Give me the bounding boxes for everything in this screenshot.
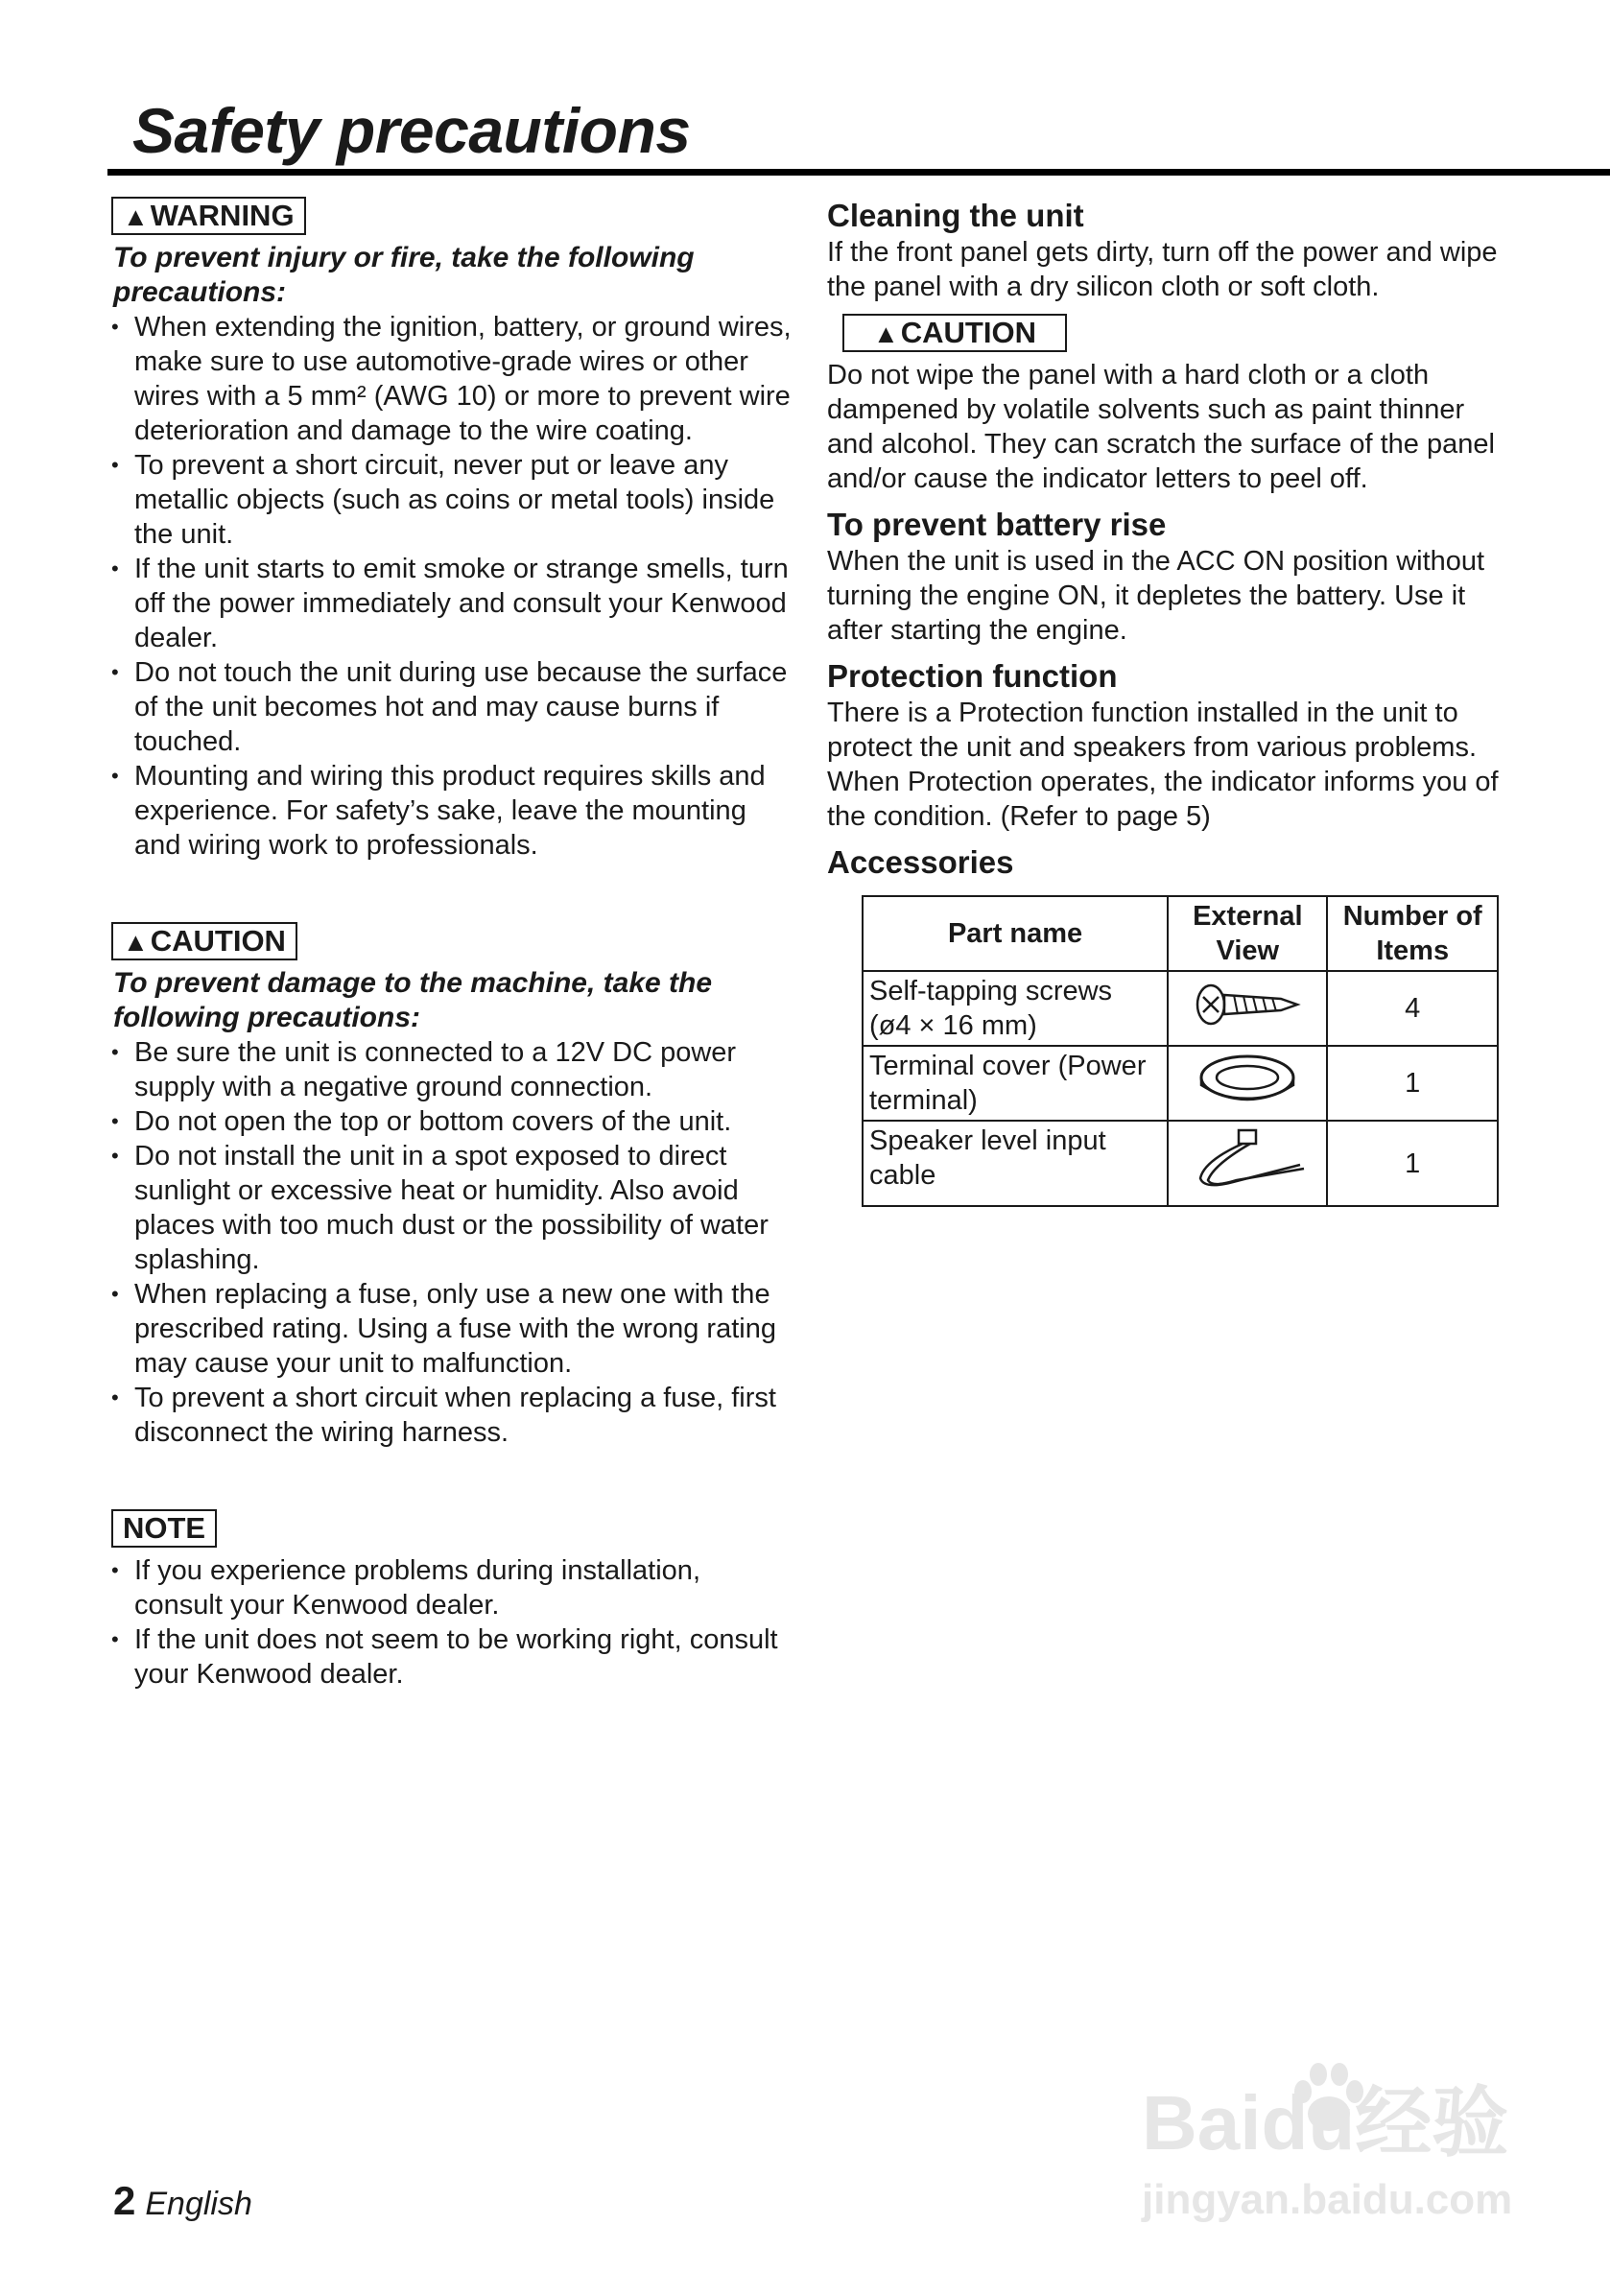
part-name-cell: Terminal cover (Power terminal) [863, 1046, 1168, 1121]
warning-label: WARNING [150, 199, 295, 232]
right-column [827, 197, 1499, 1207]
caution-lead: To prevent damage to the machine, take the following precautions: [113, 967, 713, 1033]
watermark-logo: Baidu经验 [1142, 2080, 1509, 2166]
caution-label-box [111, 922, 297, 960]
list-item: • To prevent a short circuit, never put or leave any metallic objects (such as coins or metal tools) inside the unit. [111, 448, 793, 552]
note-list [111, 1553, 793, 1692]
cleaning-caution-text: Do not wipe the panel with a hard cloth or a cloth dampened by volatile solvents such as paint thinner and alcohol. They can scratch the surface of the panel and/or cause the indicator letters to peel off. [827, 360, 1495, 494]
title-rule [107, 169, 1610, 176]
note-label-box [111, 1509, 217, 1548]
caution-triangle-icon: ▲ [873, 320, 899, 348]
part-name-cell: Speaker level input cable [863, 1121, 1168, 1206]
warning-list [111, 310, 793, 863]
page-number: 2 [113, 2178, 136, 2223]
page-title: Safety precautions [132, 95, 691, 166]
list-item: • Be sure the unit is connected to a 12V DC power supply with a negative ground connection. [111, 1035, 793, 1104]
cleaning-text: If the front panel gets dirty, turn off the power and wipe the panel with a dry silicon cloth or soft cloth. [827, 237, 1498, 302]
item-count-cell: 4 [1327, 971, 1498, 1046]
list-item: • When replacing a fuse, only use a new one with the prescribed rating. Using a fuse with the wrong rating may cause your unit to malfunction. [111, 1277, 793, 1381]
cleaning-caution-label: CAUTION [900, 316, 1036, 349]
caution-label: CAUTION [150, 924, 286, 958]
list-item: • If you experience problems during installation, consult your Kenwood dealer. [111, 1553, 793, 1622]
external-view-cell [1168, 1121, 1327, 1206]
watermark [1142, 2061, 1545, 2234]
list-item: • If the unit does not seem to be working right, consult your Kenwood dealer. [111, 1622, 793, 1692]
table-header-row [863, 896, 1498, 971]
item-count-cell: 1 [1327, 1121, 1498, 1206]
table-row [863, 1046, 1498, 1121]
accessories-heading: Accessories [827, 844, 1014, 880]
item-count-cell: 1 [1327, 1046, 1498, 1121]
list-item: • Do not install the unit in a spot exposed to direct sunlight or excessive heat or humidity. Also avoid places with too much dust or the possibility of water splashing. [111, 1139, 793, 1277]
warning-triangle-icon: ▲ [123, 202, 149, 231]
warning-lead: To prevent injury or fire, take the following precautions: [113, 242, 695, 308]
cable-icon [1185, 1123, 1310, 1195]
note-section [111, 1509, 793, 1692]
caution-section [111, 922, 793, 1450]
left-column [111, 197, 793, 1692]
part-name-cell: Self-tapping screws (ø4 × 16 mm) [863, 971, 1168, 1046]
battery-text: When the unit is used in the ACC ON position without turning the engine ON, it depletes the battery. Use it after starting the engine. [827, 546, 1485, 646]
screw-icon [1190, 976, 1305, 1033]
list-item: • Do not open the top or bottom covers of the unit. [111, 1104, 793, 1139]
watermark-url: jingyan.baidu.com [1142, 2176, 1513, 2223]
battery-heading: To prevent battery rise [827, 507, 1167, 542]
page-language: English [145, 2186, 252, 2222]
protection-text: There is a Protection function installed in the unit to protect the unit and speakers from various problems. When Protection operates, the indicator informs you of the condition. (Refer to page 5) [827, 698, 1499, 832]
cleaning-heading: Cleaning the unit [827, 198, 1084, 233]
caution-triangle-icon: ▲ [123, 928, 149, 957]
table-row [863, 971, 1498, 1046]
cleaning-caution-box [842, 314, 1067, 352]
col-part-name: Part name [863, 896, 1168, 971]
caution-list [111, 1035, 793, 1450]
accessories-table [862, 895, 1499, 1207]
list-item: • Do not touch the unit during use because the surface of the unit becomes hot and may cause burns if touched. [111, 655, 793, 759]
protection-heading: Protection function [827, 658, 1118, 694]
list-item: • If the unit starts to emit smoke or strange smells, turn off the power immediately and consult your Kenwood dealer. [111, 552, 793, 655]
list-item: • Mounting and wiring this product requires skills and experience. For safety’s sake, leave the mounting and wiring work to professionals. [111, 759, 793, 863]
note-label: NOTE [123, 1511, 206, 1545]
external-view-cell [1168, 1046, 1327, 1121]
col-number-of-items: Number of Items [1327, 896, 1498, 971]
external-view-cell [1168, 971, 1327, 1046]
list-item: • To prevent a short circuit when replacing a fuse, first disconnect the wiring harness. [111, 1381, 793, 1450]
col-external-view: External View [1168, 896, 1327, 971]
table-row [863, 1121, 1498, 1206]
page-footer [113, 2180, 252, 2225]
warning-label-box [111, 197, 306, 235]
list-item: • When extending the ignition, battery, or ground wires, make sure to use automotive-grade wires or other wires with a 5 mm² (AWG 10) or more to prevent wire deterioration and damage to the wire coating. [111, 310, 793, 448]
terminal-cover-icon [1190, 1049, 1305, 1110]
warning-section [111, 197, 793, 863]
